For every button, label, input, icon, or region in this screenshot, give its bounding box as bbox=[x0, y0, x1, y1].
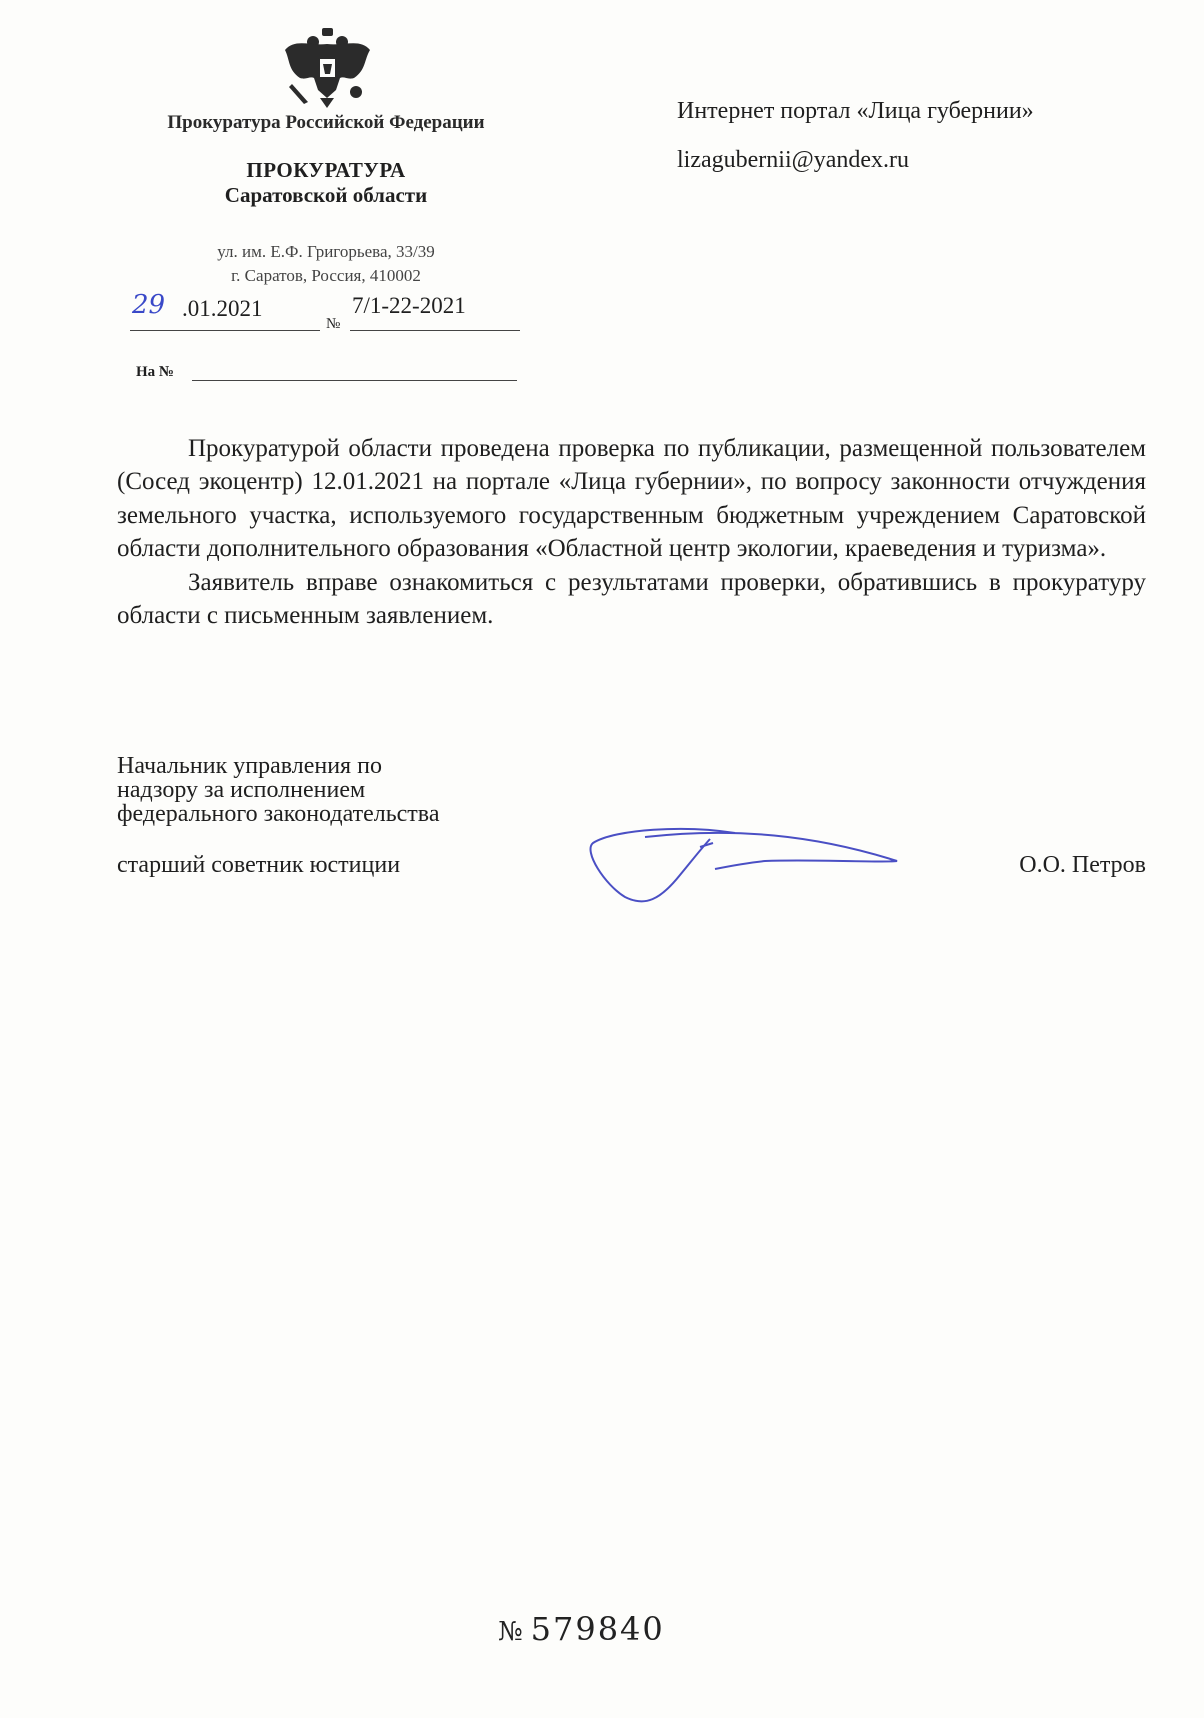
org-title: ПРОКУРАТУРА bbox=[246, 158, 406, 182]
date-underline bbox=[130, 330, 320, 331]
letter-body bbox=[117, 432, 1146, 632]
number-label: № bbox=[326, 316, 341, 332]
signatory-rank: старший советник юстиции bbox=[117, 852, 401, 878]
registration-number: 579840 bbox=[530, 1610, 665, 1648]
outgoing-date-number-line bbox=[130, 290, 520, 336]
body-paragraph: Прокуратурой области проведена проверка по публикации, размещенной пользователем (Сосед экоцентр) 12.01.2021 на портале «Лица губернии», по вопросу законности отчуждения земельного участка, используемого государственным бюджетным учреждением Саратовской области дополнительного образования «Областной центр экологии, краеведения и туризма». bbox=[117, 435, 1146, 563]
org-region: Саратовской области bbox=[224, 183, 428, 207]
address-line-2: г. Саратов, Россия, 410002 bbox=[231, 266, 421, 285]
number-underline bbox=[350, 330, 520, 331]
position-line: Начальник управления по bbox=[117, 753, 382, 779]
reply-to-label: На № bbox=[136, 364, 174, 380]
body-paragraph: Заявитель вправе ознакомиться с результатами проверки, обратившись в прокуратуру области с письменным заявлением. bbox=[117, 568, 1146, 630]
outgoing-number: 7/1-22-2021 bbox=[352, 293, 466, 318]
coat-of-arms-emblem-icon bbox=[280, 28, 375, 108]
position-line: федерального законодательства bbox=[117, 801, 440, 827]
org-federal-name: Прокуратура Российской Федерации bbox=[167, 112, 485, 133]
handwritten-day: 29 bbox=[132, 290, 166, 320]
address-line-1: ул. им. Е.Ф. Григорьева, 33/39 bbox=[217, 242, 435, 261]
signatory-name: О.О. Петров bbox=[1019, 852, 1146, 878]
handwritten-signature-icon bbox=[585, 825, 905, 907]
reply-to-underline bbox=[192, 380, 517, 381]
position-line: надзору за исполнением bbox=[117, 777, 366, 803]
date-value: .01.2021 bbox=[182, 296, 263, 321]
registration-number-stamp bbox=[498, 1610, 665, 1648]
signatory-position bbox=[117, 754, 439, 826]
registration-label: № bbox=[498, 1617, 525, 1647]
recipient-email: lizagubernii@yandex.ru bbox=[677, 147, 910, 173]
recipient-name: Интернет портал «Лица губернии» bbox=[677, 98, 1034, 124]
